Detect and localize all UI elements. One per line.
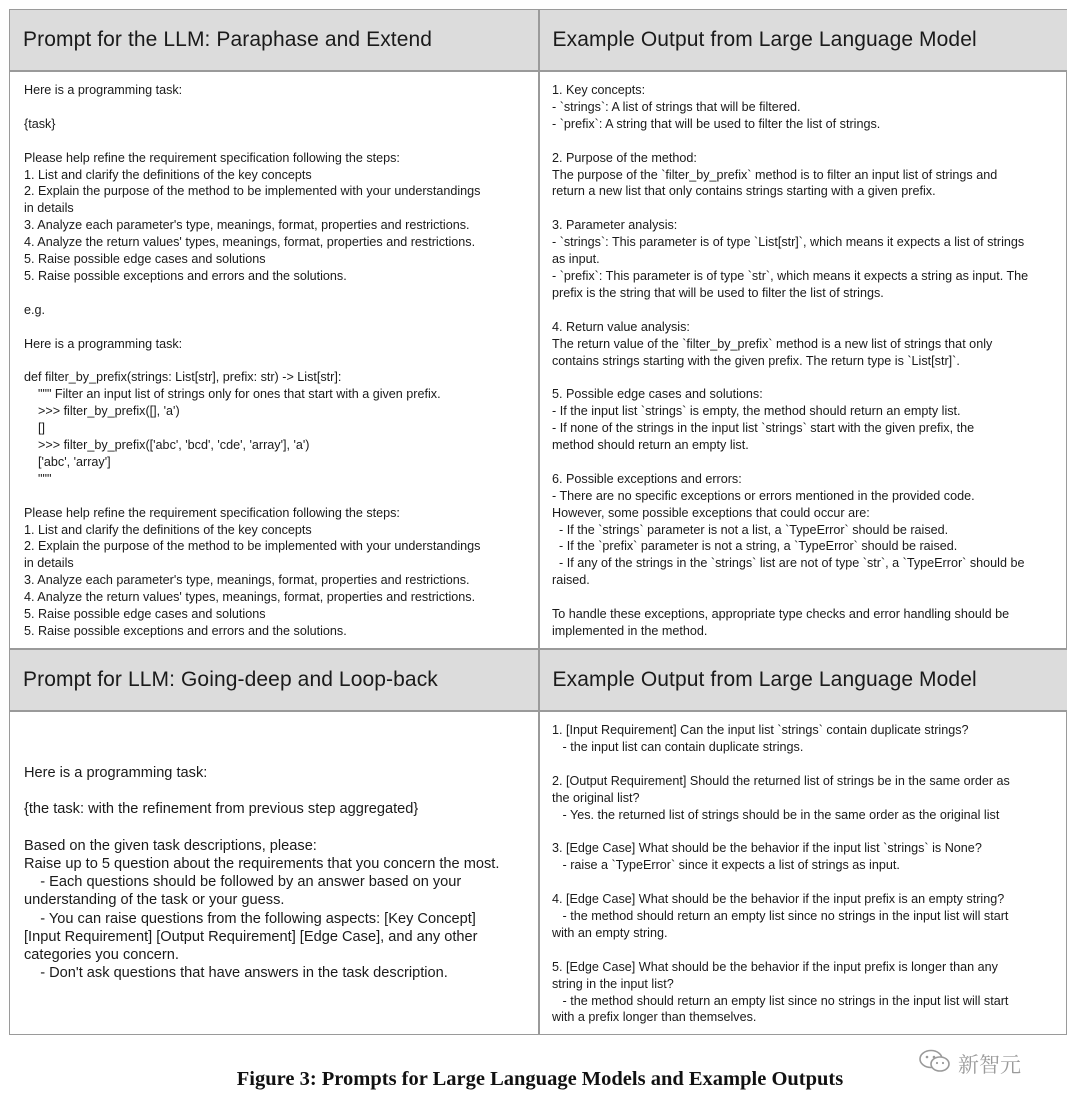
header-example-output-1: Example Output from Large Language Model bbox=[540, 10, 1067, 70]
header-prompt-going-deep: Prompt for LLM: Going-deep and Loop-back bbox=[10, 650, 538, 711]
prompt-going-deep-body: Here is a programming task: {the task: with the refinement from previous step aggregated} Based on the given task descriptions, please: Raise up to 5 question about the requirements that you concern the most. - Each questions should be followed by an answer based on your understanding of the task or your guess. - You can raise questions from the following aspects: [Key Concept] [Input Requirement] [Output Requirement] [Edge Case], and any other categories you concern. - Don't ask questions that have answers in the task description. bbox=[24, 765, 500, 982]
column-divider bbox=[538, 10, 540, 1034]
header-prompt-paraphase: Prompt for the LLM: Paraphase and Extend bbox=[10, 10, 538, 70]
prompt-paraphase-body: Here is a programming task: {task} Please help refine the requirement specification following the steps: 1. List and clarify the definitions of the key concepts 2. Explain the purpose of the method to be implemented with your understandings in details 3. Analyze each parameter's type, meanings, format, properties and restrictions. 4. Analyze the return values' types, meanings, format, properties and restrictions. 5. Raise possible edge cases and solutions 5. Raise possible exceptions and errors and the solutions. e.g. Here is a programming task: def filter_by_prefix(strings: List[str], prefix: str) -> List[str]: """ Filter an input list of strings only for ones that start with a given prefix. >>> filter_by_prefix([], 'a') [] >>> filter_by_prefix(['abc', 'bcd', 'cde', 'array'], 'a') ['abc', 'array'] """ Please help refine the requirement specification following the steps: 1. List and clarify the definitions of the key concepts 2. Explain the purpose of the method to be implemented with your understandings in details 3. Analyze each parameter's type, meanings, format, properties and restrictions. 4. Analyze the return values' types, meanings, format, properties and restrictions. 5. Raise possible edge cases and solutions 5. Raise possible exceptions and errors and the solutions. bbox=[24, 83, 481, 638]
example-output-2-body: 1. [Input Requirement] Can the input list `strings` contain duplicate strings? - the input list can contain duplicate strings. 2. [Output Requirement] Should the returned list of strings be in the same order as the original list? - Yes. the returned list of strings should be in the same order as the original list 3. [Edge Case] What should be the behavior if the input list `strings` is None? - raise a `TypeError` since it expects a list of strings as input. 4. [Edge Case] What should be the behavior if the input prefix is an empty string? - the method should return an empty list since no strings in the input list will start with an empty string. 5. [Edge Case] What should be the behavior if the input prefix is longer than any string in the input list? - the method should return an empty list since no strings in the input list will start with a prefix longer than themselves. bbox=[552, 723, 1010, 1025]
figure-table bbox=[9, 9, 1067, 1035]
figure-caption: Figure 3: Prompts for Large Language Models and Example Outputs bbox=[236, 1068, 844, 1090]
watermark-text: 新智元 bbox=[958, 1052, 1021, 1077]
example-output-1-body: 1. Key concepts: - `strings`: A list of strings that will be filtered. - `prefix`: A string that will be used to filter the list of strings. 2. Purpose of the method: The purpose of the `filter_by_prefix` method is to filter an input list of strings and return a new list that only contains strings starting with a given prefix. 3. Parameter analysis: - `strings`: This parameter is of type `List[str]`, which means it expects a list of strings as input. - `prefix`: This parameter is of type `str`, which means it expects a string as input. The prefix is the string that will be used to filter the list of strings. 4. Return value analysis: The return value of the `filter_by_prefix` method is a new list of strings that only contains strings starting with the given prefix. The return type is `List[str]`. 5. Possible edge cases and solutions: - If the input list `strings` is empty, the method should return an empty list. - If none of the strings in the input list `strings` start with the given prefix, the method should return an empty list. 6. Possible exceptions and errors: - There are no specific exceptions or errors mentioned in the provided code. However, some possible exceptions that could occur are: - If the `strings` parameter is not a list, a `TypeError` should be raised. - If the `prefix` parameter is not a string, a `TypeError` should be raised. - If any of the strings in the `strings` list are not of type `str`, a `TypeError` should be raised. To handle these exceptions, appropriate type checks and error handling should be implemented in the method. bbox=[552, 83, 1029, 638]
header-example-output-2: Example Output from Large Language Model bbox=[540, 650, 1067, 711]
header-divider-bottom bbox=[10, 710, 1066, 712]
header-divider-top bbox=[10, 70, 1066, 72]
